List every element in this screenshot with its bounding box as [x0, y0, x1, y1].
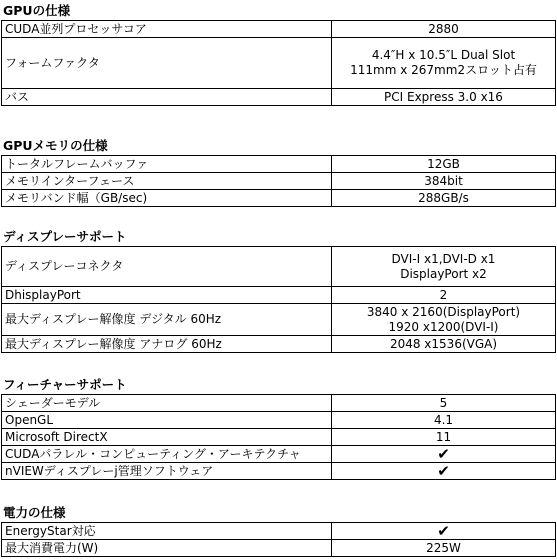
row-label: nVIEWディスプレーj管理ソフトウェア — [2, 463, 332, 480]
table-row — [2, 463, 556, 480]
check-icon: ✔ — [332, 523, 556, 540]
row-value: PCI Express 3.0 x16 — [332, 89, 556, 106]
table-row — [2, 523, 556, 540]
table-row — [2, 156, 556, 173]
section-title: GPUメモリの仕様 — [3, 138, 108, 153]
row-label: メモリインターフェース — [2, 173, 332, 190]
row-value-text: DVI-I x1,DVI-D x1 DisplayPort x2 — [391, 251, 496, 281]
table-row — [2, 395, 556, 412]
section-power — [0, 504, 557, 557]
table-row — [2, 21, 556, 38]
section-memory — [0, 137, 557, 207]
row-value: 11 — [332, 429, 556, 446]
section-gpu — [0, 2, 557, 106]
row-value — [332, 247, 556, 287]
row-value: 4.1 — [332, 412, 556, 429]
row-value: 288GB/s — [332, 190, 556, 207]
row-label: DhisplayPort — [2, 287, 332, 304]
spec-table — [1, 246, 556, 353]
table-row — [2, 412, 556, 429]
row-label: バス — [2, 89, 332, 106]
row-label: 最大ディスプレー解像度 デジタル 60Hz — [2, 304, 332, 336]
check-icon: ✔ — [332, 463, 556, 480]
row-value: 2880 — [332, 21, 556, 38]
table-row — [2, 304, 556, 336]
row-label: ディスプレーコネクタ — [2, 247, 332, 287]
row-value: 5 — [332, 395, 556, 412]
table-row — [2, 190, 556, 207]
section-title: フィーチャーサポート — [3, 377, 127, 392]
row-label: フォームファクタ — [2, 38, 332, 89]
row-value-text: 3840 x 2160(DisplayPort) 1920 x1200(DVI-I) — [366, 304, 521, 334]
table-row — [2, 446, 556, 463]
table-row — [2, 429, 556, 446]
section-title: 電力の仕様 — [3, 505, 66, 520]
section-title: ディスプレーサポート — [3, 229, 127, 244]
row-label: メモリバンド幅（GB/sec) — [2, 190, 332, 207]
row-value: 12GB — [332, 156, 556, 173]
table-row — [2, 287, 556, 304]
row-label: EnergyStar対応 — [2, 523, 332, 540]
row-value — [332, 304, 556, 336]
table-row — [2, 336, 556, 353]
table-row — [2, 38, 556, 89]
spec-table — [1, 394, 556, 480]
row-label: CUDA並列プロセッサコア — [2, 21, 332, 38]
row-value — [332, 38, 556, 89]
spec-table — [1, 20, 556, 106]
row-label: CUDAパラレル・コンピューティング・アーキテクチャ — [2, 446, 332, 463]
row-value: 225W — [332, 540, 556, 557]
section-title: GPUの仕様 — [3, 3, 71, 18]
section-display — [0, 228, 557, 353]
row-label: 最大ディスプレー解像度 アナログ 60Hz — [2, 336, 332, 353]
row-label: シェーダーモデル — [2, 395, 332, 412]
spec-table — [1, 155, 556, 207]
table-row — [2, 247, 556, 287]
check-icon: ✔ — [332, 446, 556, 463]
row-label: 最大消費電力(W) — [2, 540, 332, 557]
table-row — [2, 540, 556, 557]
row-value: 2 — [332, 287, 556, 304]
row-value-text: 4.4″H x 10.5″L Dual Slot 111mm x 267mm2スロット占有 — [350, 48, 537, 77]
row-label: Microsoft DirectX — [2, 429, 332, 446]
row-label: トータルフレームバッファ — [2, 156, 332, 173]
row-value: 384bit — [332, 173, 556, 190]
spec-table — [1, 522, 556, 557]
section-features — [0, 376, 557, 480]
table-row — [2, 89, 556, 106]
row-label: OpenGL — [2, 412, 332, 429]
row-value: 2048 x1536(VGA) — [332, 336, 556, 353]
table-row — [2, 173, 556, 190]
